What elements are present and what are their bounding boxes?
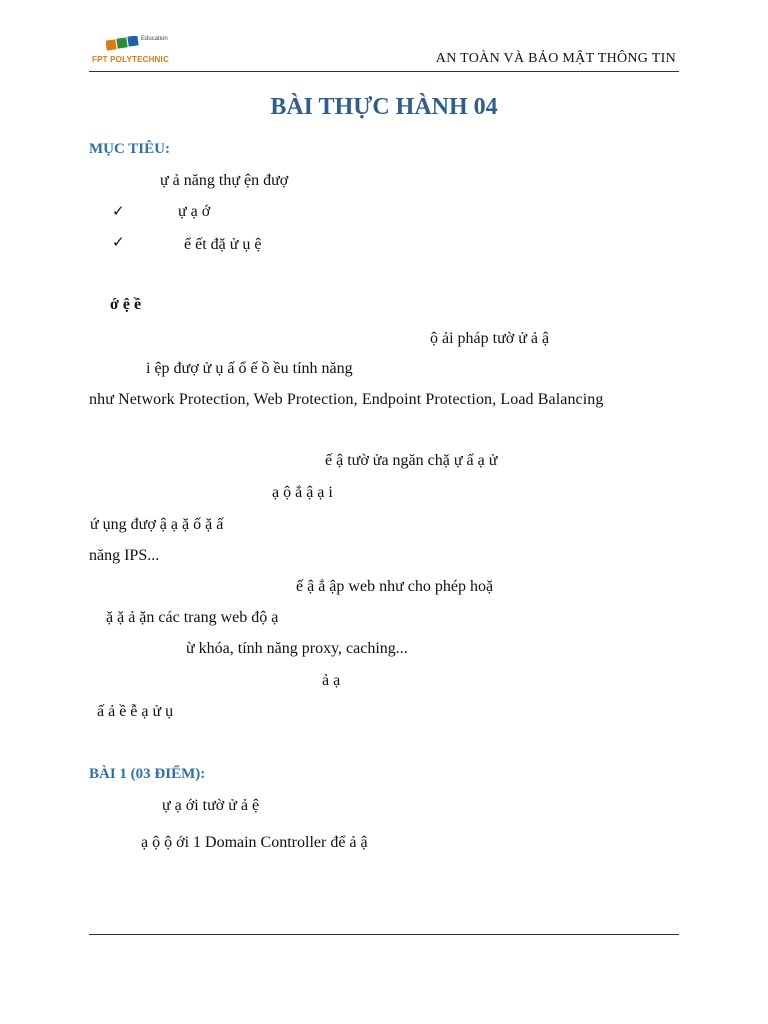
fpt-logo-icon <box>106 36 140 52</box>
logo-education-label: Education <box>141 36 168 42</box>
intro-line: ừ khóa, tính năng proxy, caching... <box>186 640 408 657</box>
intro-line: ế ậ tườ ửa ngăn chặ ự ấ ạ ử <box>325 452 498 469</box>
objectives-intro: ự ả năng thự ện đượ <box>160 172 289 189</box>
intro-line: năng IPS... <box>89 547 160 564</box>
intro-line: ế ậ ắ ập web như cho phép hoặ <box>296 578 494 595</box>
intro-line: ạ ộ ắ ậ ạ i <box>272 484 333 501</box>
logo-text: FPT POLYTECHNIC <box>92 55 169 64</box>
objective-item-2: ể ết đặ ử ụ ệ <box>184 236 262 253</box>
intro-heading: ớ ệ ề <box>110 296 142 313</box>
exercise-1-heading: BÀI 1 (03 ĐIỂM): <box>89 766 206 782</box>
header-divider <box>89 71 679 72</box>
intro-line: ả ạ <box>322 672 341 689</box>
intro-line: ộ ải pháp tườ ử ả ậ <box>430 330 550 347</box>
objectives-heading: MỤC TIÊU: <box>89 141 170 157</box>
document-header-title: AN TOÀN VÀ BẢO MẬT THÔNG TIN <box>435 51 676 66</box>
intro-line: ấ ả ề ễ ạ ử ụ <box>97 703 174 720</box>
intro-line: ặ ặ ả ặn các trang web độ ạ <box>106 609 279 626</box>
footer-divider <box>89 934 679 935</box>
page-title: BÀI THỰC HÀNH 04 <box>270 94 498 120</box>
check-icon: ✓ <box>112 204 125 220</box>
intro-line: ứ ụng đượ ậ ạ ặ ố ặ ấ <box>90 516 224 533</box>
exercise-1-line: ự ạ ới tườ ử ả ệ <box>162 797 260 814</box>
exercise-1-line: ạ ộ ộ ới 1 Domain Controller để ả ậ <box>141 834 368 851</box>
intro-line: i ệp đượ ử ụ ấ ổ ế ồ ều tính năng <box>146 360 353 377</box>
objective-item-1: ự ạ ớ <box>178 203 211 220</box>
intro-line: như Network Protection, Web Protection, Endpoint Protection, Load Balancing <box>89 391 604 408</box>
check-icon: ✓ <box>112 235 125 251</box>
